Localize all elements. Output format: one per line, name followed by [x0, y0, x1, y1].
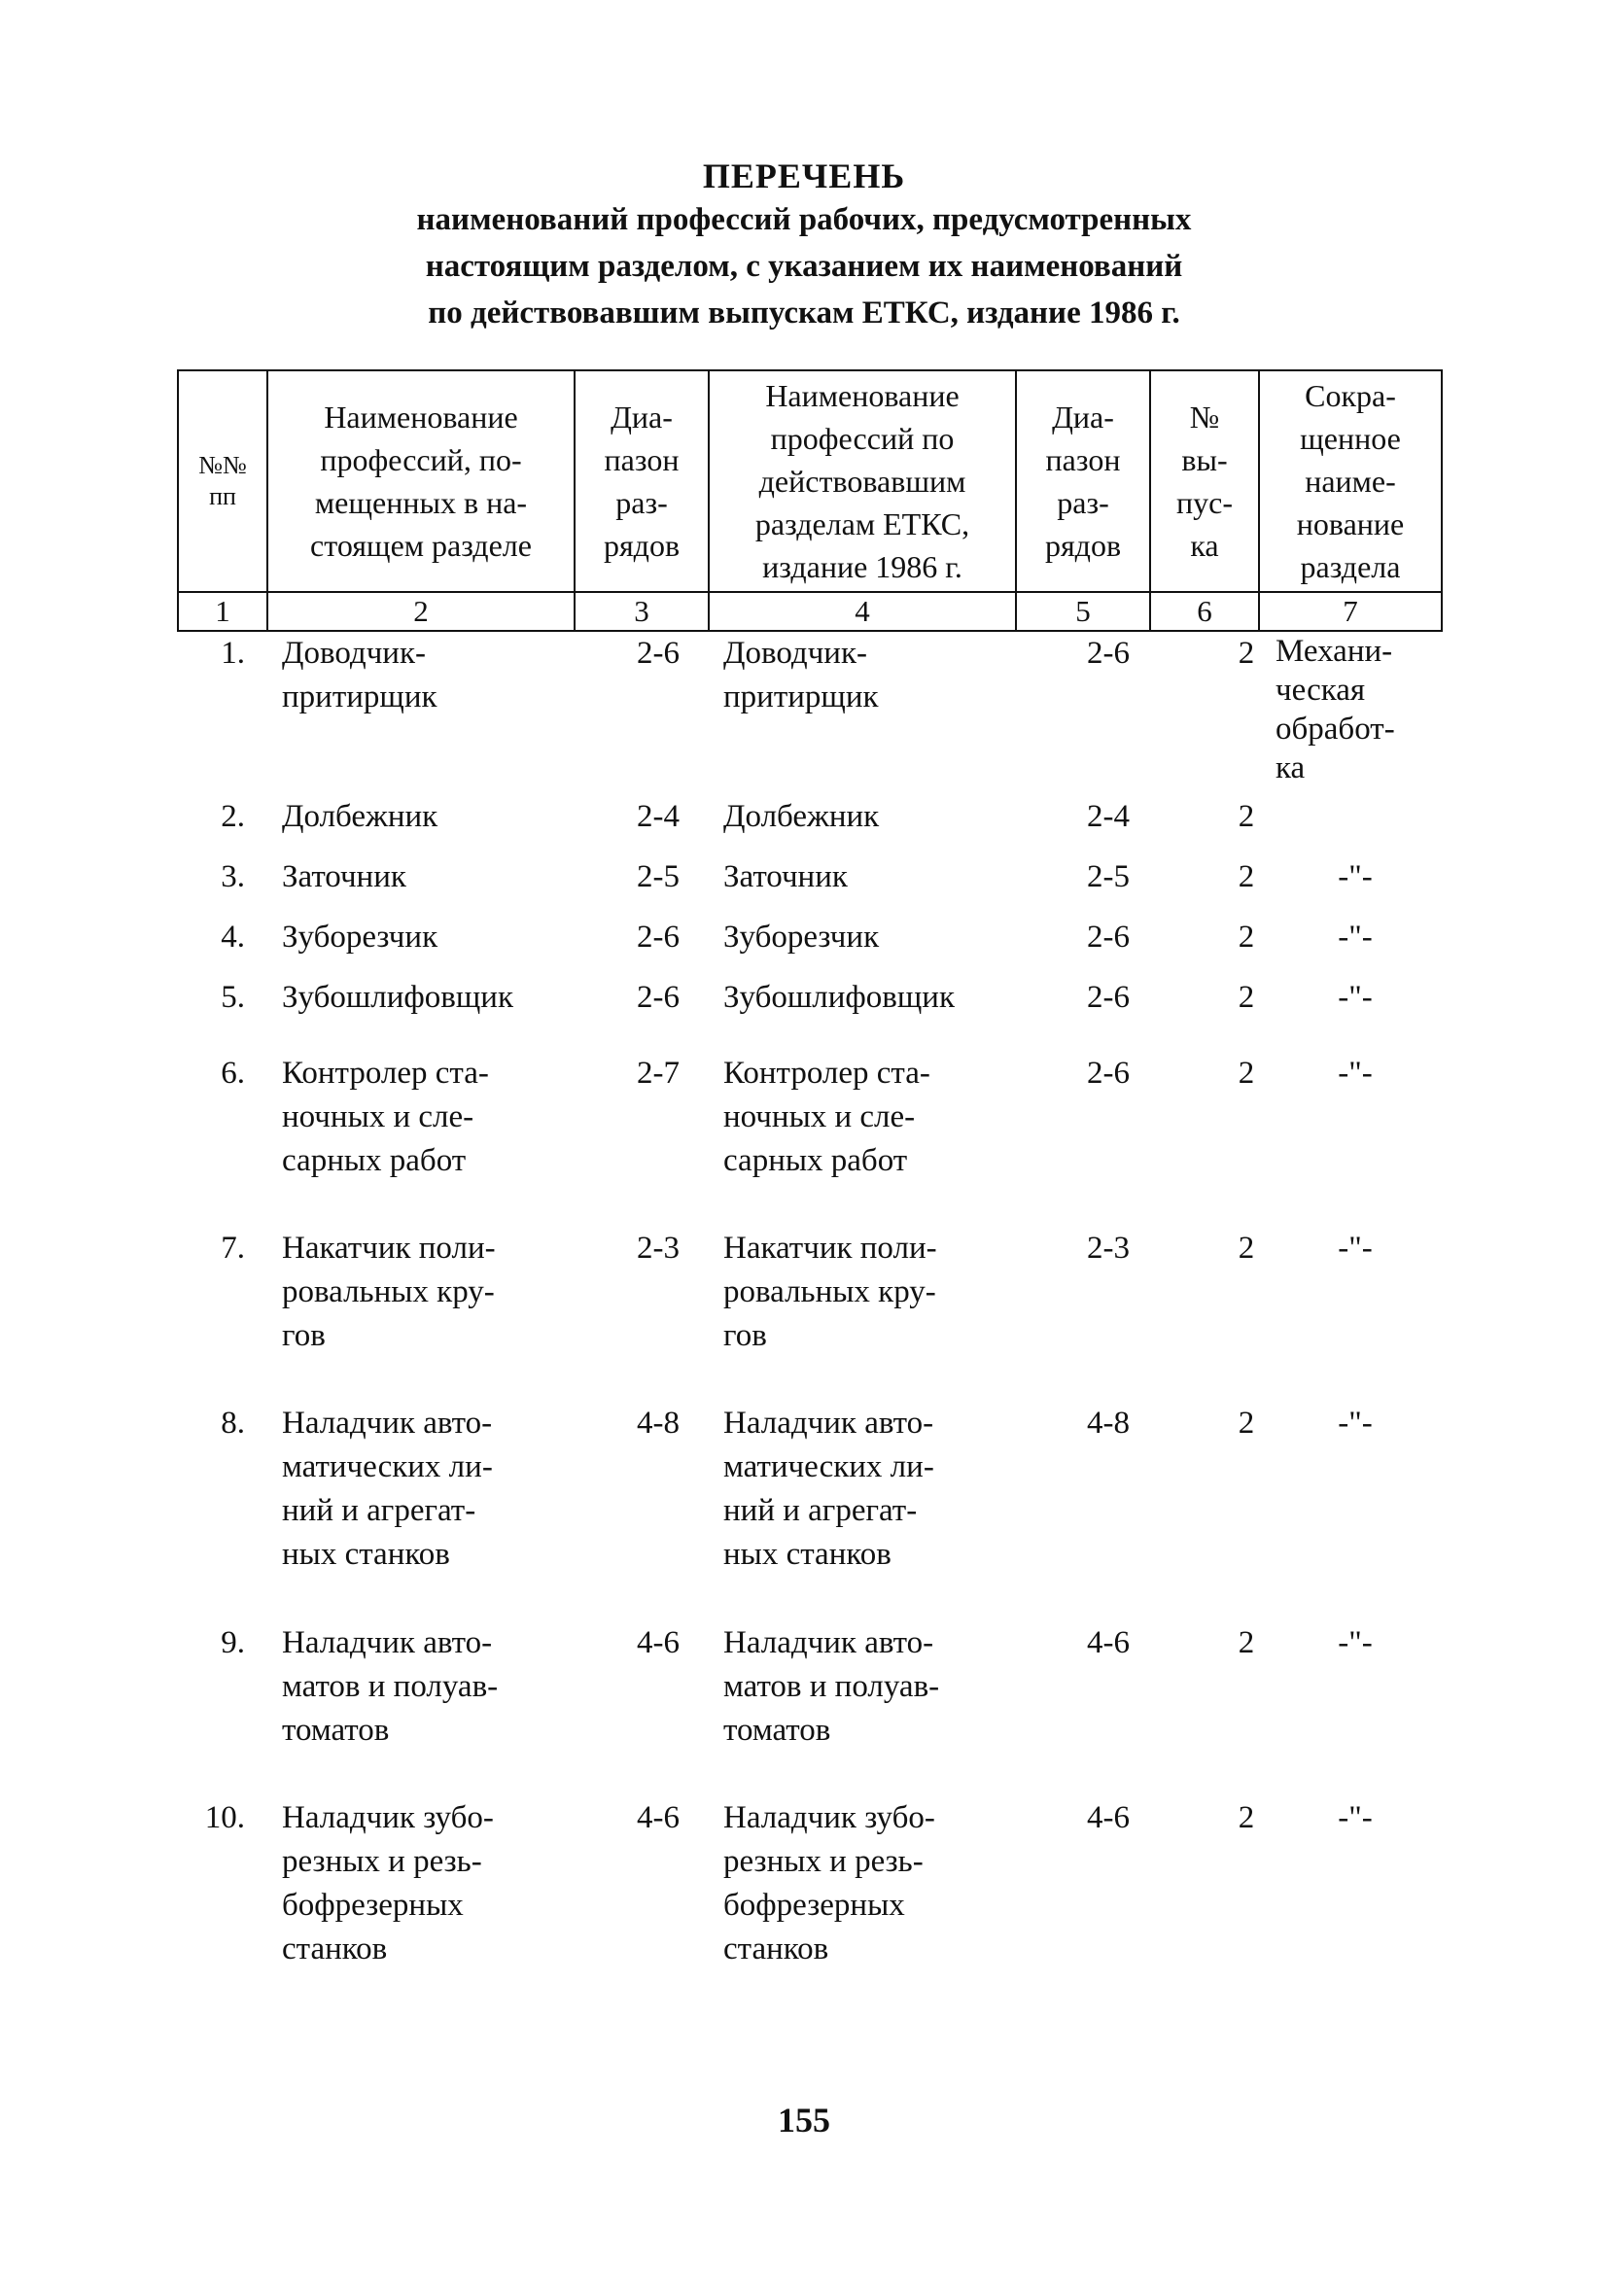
row-number: 10.: [204, 1800, 245, 1835]
row-number: 9.: [221, 1625, 245, 1660]
old-profession-name: Долбежник: [723, 799, 880, 834]
issue-number: 2: [1238, 799, 1255, 834]
column-number-row: [178, 592, 1442, 631]
profession-name: Зубошлифовщик: [282, 980, 513, 1015]
old-profession-name: Зуборезчик: [723, 920, 880, 955]
header-old-grade-range: [1016, 370, 1150, 592]
profession-name: Контролер ста- ночных и сле- сарных работ: [282, 1056, 489, 1178]
grade-range: 2-6: [637, 980, 680, 1015]
column-number: 7: [1259, 592, 1442, 631]
header-number-label: №№ пп: [198, 451, 247, 510]
page-number: 155: [778, 2101, 830, 2139]
row-number: 6.: [221, 1056, 245, 1091]
issue-number: 2: [1238, 1406, 1255, 1441]
old-profession-name: Накатчик поли- ровальных кру- гов: [723, 1231, 937, 1353]
section-short-name: -"-: [1338, 920, 1373, 955]
table-row: [177, 795, 1441, 855]
old-profession-name: Наладчик авто- матов и полуав- томатов: [723, 1625, 940, 1748]
issue-number: 2: [1238, 1625, 1255, 1660]
column-number: 4: [709, 592, 1016, 631]
title-line-2: настоящим разделом, с указанием их наименований: [425, 249, 1183, 284]
table-body: [177, 632, 1441, 1981]
section-short-name: -"-: [1338, 1800, 1373, 1835]
old-grade-range: 4-6: [1087, 1625, 1130, 1660]
issue-number: 2: [1238, 920, 1255, 955]
grade-range: 2-5: [637, 859, 680, 894]
row-number: 2.: [221, 799, 245, 834]
header-section-short-name-label: Сокра- щенное наиме- нование раздела: [1296, 378, 1405, 584]
column-number: 2: [267, 592, 575, 631]
grade-range: 2-3: [637, 1231, 680, 1266]
title-line-3: по действовавшим выпускам ЕТКС, издание 1986 г.: [428, 296, 1180, 330]
old-profession-name: Заточник: [723, 859, 848, 894]
table-row: [177, 1621, 1441, 1796]
header-old-grade-range-label: Диа- пазон раз- рядов: [1044, 400, 1122, 563]
header-section-short-name: [1259, 370, 1442, 592]
old-grade-range: 2-4: [1087, 799, 1130, 834]
old-profession-name: Контролер ста- ночных и сле- сарных работ: [723, 1056, 930, 1178]
header-profession-name: [267, 370, 575, 592]
old-profession-name: Доводчик- притирщик: [723, 636, 879, 714]
header-old-profession-name: [709, 370, 1016, 592]
row-number: 3.: [221, 859, 245, 894]
header-grade-range: [575, 370, 709, 592]
profession-name: Наладчик зубо- резных и резь- бофрезерных станков: [282, 1800, 494, 1966]
table-row: [177, 976, 1441, 1052]
title-line-1: наименований профессий рабочих, предусмотренных: [416, 202, 1192, 237]
section-short-name: -"-: [1338, 1406, 1373, 1441]
table-header: [177, 369, 1443, 632]
old-grade-range: 2-6: [1087, 920, 1130, 955]
table-row: [177, 1402, 1441, 1621]
table-row: [177, 1052, 1441, 1227]
row-number: 7.: [221, 1231, 245, 1266]
header-number: [178, 370, 267, 592]
old-grade-range: 2-3: [1087, 1231, 1130, 1266]
document-title: [0, 156, 1608, 336]
header-old-profession-name-label: Наименование профессий по действовавшим разделам ЕТКС, издание 1986 г.: [754, 378, 970, 584]
section-short-name: Механи- ческая обработ- ка: [1276, 634, 1395, 785]
profession-name: Зуборезчик: [282, 920, 438, 955]
issue-number: 2: [1238, 1800, 1255, 1835]
table-row: [177, 855, 1441, 916]
profession-name: Накатчик поли- ровальных кру- гов: [282, 1231, 496, 1353]
issue-number: 2: [1238, 1231, 1255, 1266]
old-grade-range: 2-6: [1087, 980, 1130, 1015]
profession-name: Долбежник: [282, 799, 438, 834]
old-grade-range: 4-8: [1087, 1406, 1130, 1441]
section-short-name: -"-: [1338, 859, 1373, 894]
old-grade-range: 2-5: [1087, 859, 1130, 894]
row-number: 8.: [221, 1406, 245, 1441]
profession-name: Наладчик авто- матов и полуав- томатов: [282, 1625, 499, 1748]
column-number: 5: [1016, 592, 1150, 631]
old-profession-name: Зубошлифовщик: [723, 980, 955, 1015]
grade-range: 2-6: [637, 920, 680, 955]
table-row: [177, 916, 1441, 976]
header-issue-number-label: № вы- пус- ка: [1176, 400, 1233, 563]
table-row: [177, 632, 1441, 795]
profession-name: Доводчик- притирщик: [282, 636, 437, 714]
profession-name: Наладчик авто- матических ли- ний и агрегат- ных станков: [282, 1406, 493, 1572]
old-grade-range: 2-6: [1087, 1056, 1130, 1091]
old-grade-range: 2-6: [1087, 636, 1130, 671]
column-number: 1: [178, 592, 267, 631]
profession-name: Заточник: [282, 859, 406, 894]
header-grade-range-label: Диа- пазон раз- рядов: [603, 400, 681, 563]
column-number: 3: [575, 592, 709, 631]
issue-number: 2: [1238, 980, 1255, 1015]
issue-number: 2: [1238, 636, 1255, 671]
old-profession-name: Наладчик зубо- резных и резь- бофрезерных станков: [723, 1800, 935, 1966]
section-short-name: -"-: [1338, 1231, 1373, 1266]
table-row: [177, 1227, 1441, 1402]
grade-range: 2-7: [637, 1056, 680, 1091]
grade-range: 4-6: [637, 1800, 680, 1835]
grade-range: 2-6: [637, 636, 680, 671]
header-profession-name-label: Наименование профессий, по- мещенных в на- стоящем разделе: [310, 400, 532, 563]
row-number: 4.: [221, 920, 245, 955]
grade-range: 2-4: [637, 799, 680, 834]
section-short-name: -"-: [1338, 1056, 1373, 1091]
row-number: 5.: [221, 980, 245, 1015]
row-number: 1.: [221, 636, 245, 671]
column-number: 6: [1150, 592, 1259, 631]
section-short-name: -"-: [1338, 980, 1373, 1015]
table-row: [177, 1796, 1441, 1981]
old-grade-range: 4-6: [1087, 1800, 1130, 1835]
section-short-name: -"-: [1338, 1625, 1373, 1660]
header-row: [178, 370, 1442, 592]
old-profession-name: Наладчик авто- матических ли- ний и агрегат- ных станков: [723, 1406, 934, 1572]
title-main: ПЕРЕЧЕНЬ: [702, 157, 906, 195]
issue-number: 2: [1238, 1056, 1255, 1091]
grade-range: 4-6: [637, 1625, 680, 1660]
grade-range: 4-8: [637, 1406, 680, 1441]
issue-number: 2: [1238, 859, 1255, 894]
header-issue-number: [1150, 370, 1259, 592]
